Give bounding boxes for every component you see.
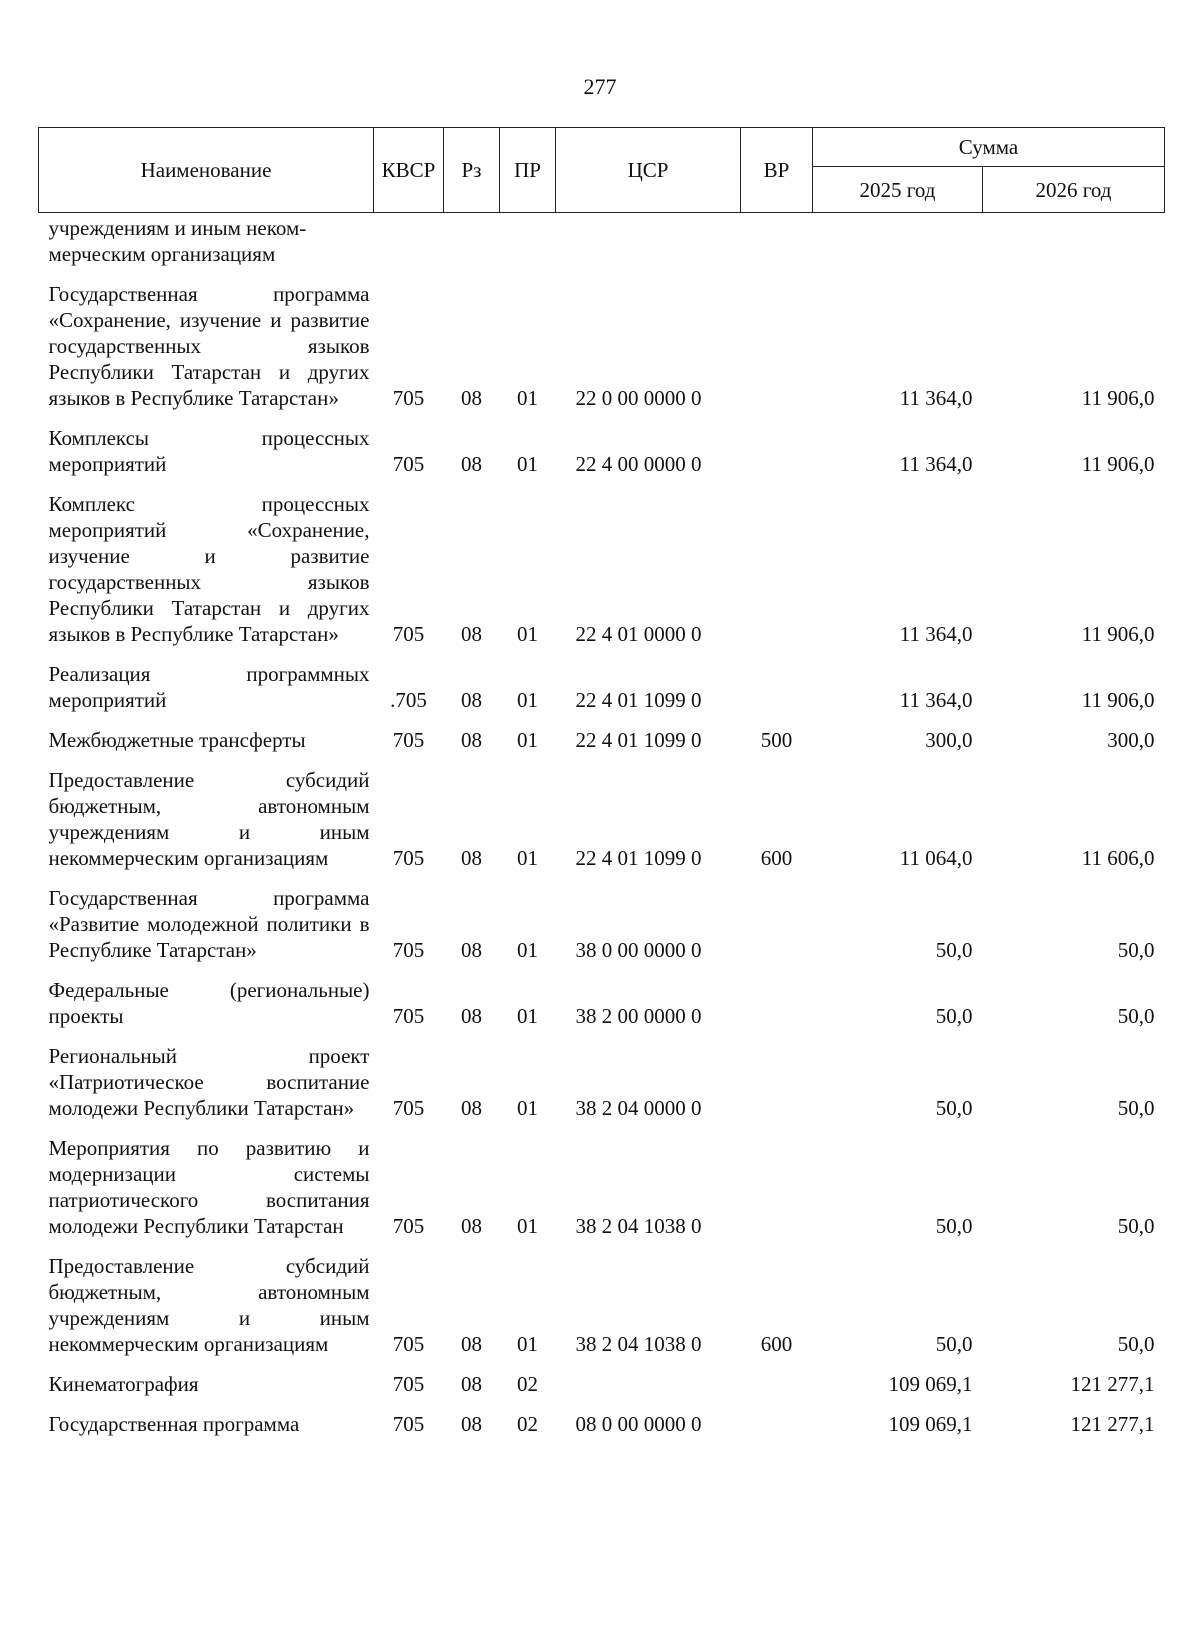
header-year-2026: 2026 год: [983, 167, 1165, 213]
row-sum-2025: 109 069,1: [888, 1412, 973, 1436]
row-name: Мероприятия по развитию и модернизации системы патриотического воспитания молодежи Республики Татарстан: [48, 1136, 370, 1238]
table-row: [39, 753, 1165, 871]
row-rz: 08: [461, 1372, 482, 1396]
row-csr: 22 4 01 0000 0: [575, 622, 702, 646]
row-csr: 38 2 00 0000 0: [575, 1004, 702, 1028]
row-pr: 02: [517, 1412, 538, 1436]
table-row: [39, 267, 1165, 411]
row-sum-2026: 50,0: [1117, 1096, 1155, 1120]
row-sum-2025: 50,0: [935, 1096, 973, 1120]
row-csr: 38 0 00 0000 0: [575, 938, 702, 962]
table-row: [39, 713, 1165, 753]
row-rz: 08: [461, 1332, 482, 1356]
header-vr: ВР: [741, 128, 813, 213]
row-vr: [741, 411, 813, 477]
row-sum-2026: 50,0: [1117, 1004, 1155, 1028]
header-pr: ПР: [500, 128, 556, 213]
row-name: Государственная программа: [48, 1412, 300, 1436]
row-sum-2026: 11 606,0: [1081, 846, 1155, 870]
table-row: [39, 1239, 1165, 1357]
row-name: Комплексы процессных мероприятий: [48, 426, 370, 476]
table-row: [39, 411, 1165, 477]
row-kvsr: 705: [392, 1004, 425, 1028]
row-rz: 08: [461, 688, 482, 712]
row-kvsr: 705: [392, 386, 425, 410]
row-sum-2025: 50,0: [935, 1214, 973, 1238]
row-vr: 600: [760, 846, 793, 870]
row-vr: [741, 1121, 813, 1239]
row-sum-2026: 11 906,0: [1081, 452, 1155, 476]
row-vr: [741, 477, 813, 647]
row-sum-2025: 300,0: [925, 728, 973, 752]
row-kvsr: .705: [390, 688, 427, 712]
header-kvsr: КВСР: [374, 128, 444, 213]
row-rz: 08: [461, 846, 482, 870]
row-pr: 01: [517, 452, 538, 476]
row-pr: 01: [517, 688, 538, 712]
row-rz: 08: [461, 1004, 482, 1028]
row-vr: [741, 1029, 813, 1121]
row-name: Государственная программа «Развитие молодежной политики в Республике Татарстан»: [48, 886, 370, 962]
row-name: учреждениям и иным неком- мерческим организациям: [48, 216, 307, 266]
row-vr: [741, 1397, 813, 1437]
row-name: Реализация программных мероприятий: [48, 662, 370, 712]
row-rz: 08: [461, 452, 482, 476]
row-kvsr: 705: [392, 1372, 425, 1396]
row-sum-2026: 11 906,0: [1081, 622, 1155, 646]
row-vr: [741, 213, 813, 268]
row-name: Федеральные (региональные) проекты: [48, 978, 370, 1028]
row-sum-2025: 11 364,0: [899, 452, 973, 476]
row-csr: 22 4 01 1099 0: [575, 846, 702, 870]
row-sum-2026: [983, 213, 1165, 268]
row-sum-2026: 50,0: [1117, 938, 1155, 962]
row-vr: [741, 647, 813, 713]
row-rz: 08: [461, 1214, 482, 1238]
budget-table: [38, 127, 1165, 1437]
row-pr: 01: [517, 1214, 538, 1238]
table-row: [39, 963, 1165, 1029]
row-sum-2025: 50,0: [935, 938, 973, 962]
row-pr: 02: [517, 1372, 538, 1396]
table-row: [39, 1121, 1165, 1239]
row-sum-2026: 11 906,0: [1081, 386, 1155, 410]
row-sum-2025: 11 364,0: [899, 688, 973, 712]
row-sum-2025: 11 064,0: [899, 846, 973, 870]
row-pr: 01: [517, 846, 538, 870]
row-kvsr: 705: [392, 452, 425, 476]
row-sum-2025: 50,0: [935, 1332, 973, 1356]
row-pr: 01: [517, 1332, 538, 1356]
header-name: Наименование: [39, 128, 374, 213]
row-kvsr: 705: [392, 1214, 425, 1238]
row-csr: 22 0 00 0000 0: [575, 386, 702, 410]
row-vr: 500: [760, 728, 793, 752]
row-pr: 01: [517, 728, 538, 752]
table-row: [39, 1029, 1165, 1121]
row-vr: [741, 963, 813, 1029]
row-rz: 08: [461, 1096, 482, 1120]
row-rz: 08: [461, 386, 482, 410]
row-name: Кинематография: [48, 1372, 199, 1396]
header-rz: Рз: [444, 128, 500, 213]
row-name: Предоставление субсидий бюджетным, автономным учреждениям и иным некоммерческим организациям: [48, 1254, 370, 1356]
row-kvsr: 705: [392, 1332, 425, 1356]
row-kvsr: 705: [392, 938, 425, 962]
table-body: [39, 213, 1165, 1438]
row-sum-2026: 50,0: [1117, 1332, 1155, 1356]
row-kvsr: 705: [392, 622, 425, 646]
row-csr: 38 2 04 0000 0: [575, 1096, 702, 1120]
row-csr: 22 4 01 1099 0: [575, 728, 702, 752]
table-row: [39, 1357, 1165, 1397]
row-csr: 38 2 04 1038 0: [575, 1332, 702, 1356]
row-vr: 600: [760, 1332, 793, 1356]
table-row: [39, 647, 1165, 713]
row-rz: 08: [461, 622, 482, 646]
row-csr: 38 2 04 1038 0: [575, 1214, 702, 1238]
row-sum-2025: [813, 213, 983, 268]
row-sum-2026: 121 277,1: [1070, 1412, 1155, 1436]
header-csr: ЦСР: [556, 128, 741, 213]
row-csr: [556, 213, 741, 268]
header-sum: Сумма: [813, 128, 1165, 167]
row-sum-2025: 50,0: [935, 1004, 973, 1028]
row-pr: 01: [517, 1004, 538, 1028]
table-row: [39, 871, 1165, 963]
row-name: Государственная программа «Сохранение, изучение и развитие государственных языков Республики Татарстан и других языков в Республике Татарстан»: [48, 282, 370, 410]
row-csr: 22 4 01 1099 0: [575, 688, 702, 712]
row-rz: [444, 213, 500, 268]
row-sum-2025: 11 364,0: [899, 386, 973, 410]
table-header: [39, 128, 1165, 213]
row-pr: [500, 213, 556, 268]
row-vr: [741, 1357, 813, 1397]
row-kvsr: 705: [392, 1096, 425, 1120]
row-sum-2026: 50,0: [1117, 1214, 1155, 1238]
row-sum-2026: 121 277,1: [1070, 1372, 1155, 1396]
row-rz: 08: [461, 1412, 482, 1436]
row-sum-2026: 11 906,0: [1081, 688, 1155, 712]
row-name: Комплекс процессных мероприятий «Сохранение, изучение и развитие государственных языков Республики Татарстан и других языков в Республике Татарстан»: [48, 492, 370, 646]
row-pr: 01: [517, 622, 538, 646]
row-sum-2026: 300,0: [1107, 728, 1155, 752]
header-year-2025: 2025 год: [813, 167, 983, 213]
row-pr: 01: [517, 938, 538, 962]
row-kvsr: 705: [392, 1412, 425, 1436]
row-rz: 08: [461, 728, 482, 752]
row-vr: [741, 267, 813, 411]
row-sum-2025: 11 364,0: [899, 622, 973, 646]
table-row: [39, 1397, 1165, 1437]
table-row: [39, 477, 1165, 647]
row-kvsr: 705: [392, 728, 425, 752]
row-name: Межбюджетные трансферты: [48, 728, 306, 752]
row-kvsr: 705: [392, 846, 425, 870]
row-sum-2025: 109 069,1: [888, 1372, 973, 1396]
row-name: Региональный проект «Патриотическое воспитание молодежи Республики Татарстан»: [48, 1044, 370, 1120]
row-rz: 08: [461, 938, 482, 962]
row-csr: [556, 1357, 741, 1397]
table-row: [39, 213, 1165, 268]
row-csr: 22 4 00 0000 0: [575, 452, 702, 476]
page-number: 277: [583, 74, 617, 99]
row-vr: [741, 871, 813, 963]
row-csr: 08 0 00 0000 0: [575, 1412, 702, 1436]
row-name: Предоставление субсидий бюджетным, автономным учреждениям и иным некоммерческим организациям: [48, 768, 370, 870]
row-kvsr: [374, 213, 444, 268]
row-pr: 01: [517, 386, 538, 410]
row-pr: 01: [517, 1096, 538, 1120]
